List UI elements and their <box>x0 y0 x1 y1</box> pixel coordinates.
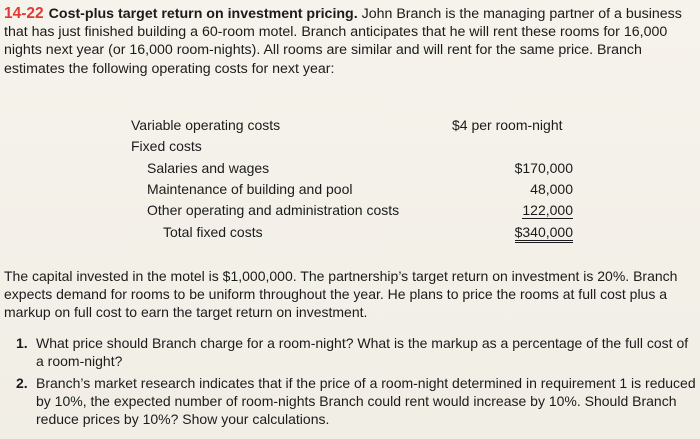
variable-cost-value: $4 per room-night <box>452 117 563 133</box>
total-fixed-cost-value <box>490 223 573 241</box>
problem-intro-text: John Branch is the managing partner of a business that has just finished building a 60-room motel. Branch anticipates that he will rent these rooms for 16,000 nights next year (or 16,000 room-nights). All rooms are similar and will rent for the same price. Branch estimates the following operating costs for next year: <box>4 6 682 77</box>
total-fixed-cost-value-text: $340,000 <box>515 224 573 243</box>
capital-investment-paragraph: The capital invested in the motel is $1,000,000. The partnership’s target return on investment is 20%. Branch expects demand for rooms to be uniform throughout the year. He plans to price the rooms at full cost plus a markup on full cost to earn the target return on investment. <box>4 268 678 321</box>
requirement-number: 1. <box>16 335 28 351</box>
problem-number: 14-22 <box>4 5 44 22</box>
fixed-cost-value: 48,000 <box>530 181 573 197</box>
fixed-cost-label: Maintenance of building and pool <box>147 181 353 197</box>
requirement-text: Branch’s market research indicates that if the price of a room-night determined in requirement 1 is reduced by 10%, the expected number of room-nights Branch could rent would increase by 10%. Should Branch reduce prices by 10%? Show your calculations. <box>36 375 696 427</box>
total-fixed-cost-label: Total fixed costs <box>163 224 263 240</box>
operating-cost-table <box>0 116 700 246</box>
fixed-cost-heading-row <box>0 137 700 155</box>
fixed-cost-label: Salaries and wages <box>147 160 270 176</box>
variable-cost-row <box>0 116 700 134</box>
fixed-cost-label: Other operating and administration costs <box>147 202 400 218</box>
fixed-cost-row <box>0 180 700 198</box>
problem-intro <box>4 5 696 78</box>
requirement-text: What price should Branch charge for a room-night? What is the markup as a percentage of the full cost of a room-night? <box>36 335 689 369</box>
requirement-number: 2. <box>16 375 28 391</box>
total-fixed-cost-row <box>0 223 700 241</box>
fixed-cost-value-text: 122,000 <box>522 202 573 218</box>
problem-title: Cost-plus target return on investment pricing. <box>48 6 358 22</box>
variable-cost-label: Variable operating costs <box>131 117 281 133</box>
fixed-cost-row <box>0 201 700 219</box>
fixed-cost-value <box>490 201 573 219</box>
fixed-cost-value: $170,000 <box>514 160 573 176</box>
fixed-cost-heading: Fixed costs <box>131 138 202 154</box>
fixed-cost-row <box>0 159 700 177</box>
